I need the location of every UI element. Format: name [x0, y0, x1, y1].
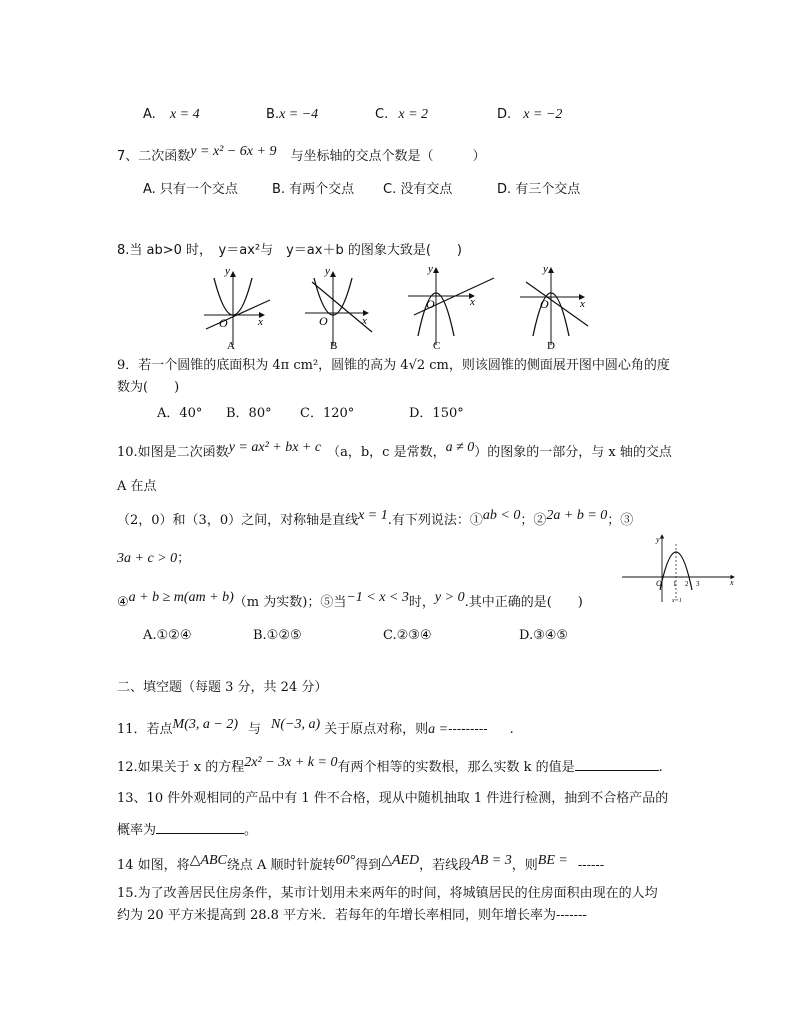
q8-graph-b-x-label: x — [362, 315, 367, 327]
q8-graph-b-y-label: y — [325, 265, 330, 277]
q13-stem-line1: 13、10 件外观相同的产品中有 1 件不合格，现从中随机抽取 1 件进行检测，抽到不合格产品的 — [117, 791, 669, 806]
q8-graphs — [0, 260, 794, 370]
q6-option-b: B.x = −4 — [266, 107, 319, 122]
q10-graph-tick-1: 1 — [673, 580, 677, 588]
q8-graph-a — [204, 265, 270, 352]
q7-option-d: D. 有三个交点 — [497, 182, 581, 197]
q10-graph-tick-3: 3 — [696, 580, 700, 588]
q9-stem-line2: 数为( ) — [117, 380, 180, 395]
q13-stem-line2: 概率为 。 — [117, 819, 257, 841]
q8-graph-c-origin: O — [426, 297, 435, 311]
q8-graph-b-label: B — [330, 340, 338, 352]
q8-graph-c — [408, 263, 494, 352]
q14-stem: 14 如图，将△ABC绕点 A 顺时针旋转60°得到△AED，若线段AB = 3，则BE = ------ — [117, 853, 605, 873]
q11-stem: 11．若点M(3, a − 2) 与 N(−3, a) 关于原点对称，则a =--------- . — [117, 717, 514, 737]
q8-graph-d-y-label: y — [543, 263, 548, 275]
q8-graph-a-origin: O — [219, 316, 228, 330]
q8-graph-d-label: D — [547, 340, 555, 352]
q6-option-d: D. x = −2 — [497, 107, 563, 122]
q10-stem-line4: 3a + c > 0； — [117, 551, 191, 566]
q8-graph-d-origin: O — [540, 297, 549, 311]
q10-graph-origin: O — [656, 579, 662, 588]
q8-graph-c-label: C — [433, 340, 441, 352]
q8-graph-a-y-label: y — [225, 265, 230, 277]
q7-option-a: A. 只有一个交点 — [143, 182, 238, 197]
q8-graph-a-x-label: x — [258, 316, 263, 328]
q10-stem-line1: 10.如图是二次函数y = ax² + bx + c （a，b，c 是常数，a ≠ 0）的图象的一部分，与 x 轴的交点 — [117, 440, 672, 460]
q8-graph-b-origin: O — [319, 314, 328, 328]
q10-graph-y-label: y — [656, 535, 660, 544]
q6-option-c: C. x = 2 — [375, 107, 429, 122]
q12-stem: 12.如果关于 x 的方程2x² − 3x + k = 0有两个相等的实数根，那么实数 k 的值是 . — [117, 755, 663, 775]
q15-stem-line2: 约为 20 平方米提高到 28.8 平方米．若每年的年增长率相同，则年增长率为------- — [117, 908, 587, 923]
q10-stem-line3: （2，0）和（3，0）之间，对称轴是直线x = 1.有下列说法：①ab < 0；②2a + b = 0；③ — [117, 508, 634, 528]
q8-graph-c-y-label: y — [428, 263, 433, 275]
q9-stem-line1: 9．若一个圆锥的底面积为 4π cm²，圆锥的高为 4√2 cm，则该圆锥的侧面展开图中圆心角的度 — [117, 358, 670, 373]
q9-option-a: A．40° — [157, 406, 203, 421]
q10-stem-line5: ④a + b ≥ m(am + b)（m 为实数)；⑤当−1 < x < 3时，y > 0.其中正确的是( ) — [117, 590, 583, 610]
q8-graph-d — [520, 263, 588, 352]
q10-option-d: D.③④⑤ — [519, 628, 569, 643]
q9-option-b: B．80° — [226, 406, 272, 421]
q10-option-c: C.②③④ — [383, 628, 432, 643]
q7-option-c: C. 没有交点 — [383, 182, 453, 197]
q10-option-b: B.①②⑤ — [253, 628, 302, 643]
q10-graph-x-label: x — [730, 578, 734, 587]
q6-option-a: A. x = 4 — [143, 107, 200, 122]
q7-option-b: B. 有两个交点 — [272, 182, 355, 197]
section-2-title: 二、填空题（每题 3 分，共 24 分） — [117, 680, 328, 695]
q8-stem: 8.当 ab>0 时， y＝ax²与 y＝ax＋b 的图象大致是( ) — [117, 243, 462, 258]
q10-option-a: A.①②④ — [143, 628, 192, 643]
q9-option-d: D．150° — [409, 406, 464, 421]
q13-answer-blank[interactable] — [156, 819, 244, 834]
q9-option-c: C．120° — [300, 406, 355, 421]
q15-stem-line1: 15.为了改善居民住房条件，某市计划用未来两年的时间，将城镇居民的住房面积由现在的人均 — [117, 886, 658, 901]
q10-graph-tick-2: 2 — [685, 580, 689, 588]
q10-graph — [620, 530, 740, 605]
q8-graph-c-x-label: x — [470, 296, 475, 308]
q10-graph-axis-label: x=1 — [672, 598, 682, 604]
q7-stem: 7、二次函数y = x² − 6x + 9 与坐标轴的交点个数是（ ） — [117, 144, 486, 164]
q8-graph-b — [305, 265, 372, 352]
q8-graph-a-label: A — [227, 340, 235, 352]
q8-graph-d-x-label: x — [580, 298, 585, 310]
q12-answer-blank[interactable] — [575, 756, 659, 771]
q10-stem-line2: A 在点 — [117, 479, 157, 494]
